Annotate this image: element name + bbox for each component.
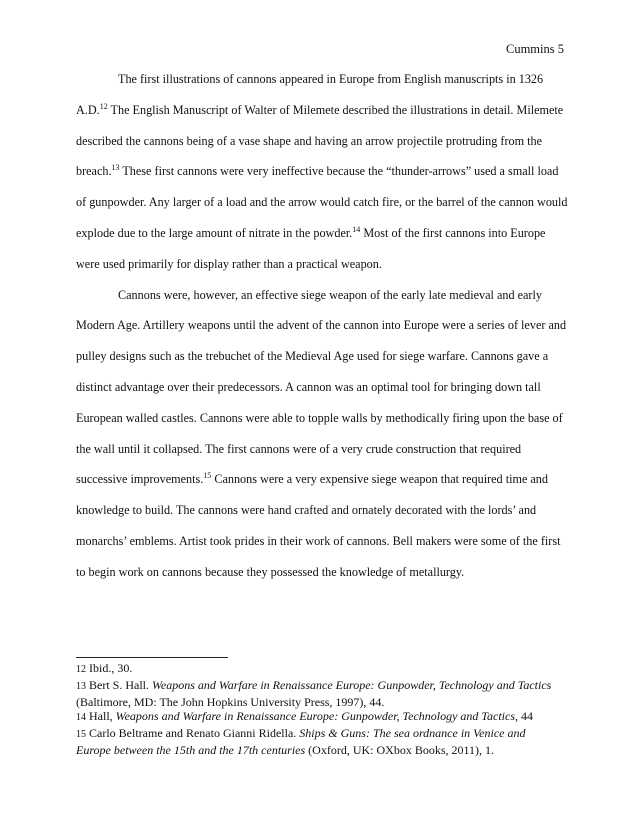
paragraph-2 <box>76 280 568 588</box>
footnote-text: Bert S. Hall. <box>86 677 152 692</box>
footnote-text: Carlo Beltrame and Renato Gianni Ridella. <box>86 726 300 741</box>
footnote-title: Ships & Guns: The sea ordnance in Venice and Europe between the 15th and the 17th centuries <box>76 726 526 757</box>
footnote-title: Weapons and Warfare in Renaissance Europe: Gunpowder, Technology and Tactics <box>152 677 552 692</box>
footnote-title: Weapons and Warfare in Renaissance Europe: Gunpowder, Technology and Tactics <box>115 709 515 724</box>
footnote-ref-14: 14 <box>352 224 361 234</box>
footnote-text: (Baltimore, MD: The John Hopkins University Press, 1997), 44. <box>76 694 385 709</box>
running-head: Cummins 5 <box>506 42 564 56</box>
footnote-number: 12 <box>76 664 86 675</box>
text-run: The first illustrations of cannons appeared in Europe from English manuscripts in 1326 A.D. <box>76 72 544 117</box>
footnote-number: 13 <box>76 680 86 692</box>
footnote-ref-15: 15 <box>203 471 212 481</box>
footnote-number: 15 <box>76 729 86 741</box>
footnote-ref-13: 13 <box>111 163 120 173</box>
footnote-text: Hall, <box>86 709 116 724</box>
footnote-12 <box>76 661 556 678</box>
footnote-ref-12: 12 <box>99 101 108 111</box>
text-run: Cannons were a very expensive siege weapon that required time and knowledge to build. The cannons were hand crafted and ornately decorated with the lords’ and monarchs’ emblems. Artist took prides in their work of cannons. Bell makers were some of the first to begin work on cannons because they possessed the knowledge of metallurgy. <box>76 472 561 579</box>
text-run: The English Manuscript of Walter of Milemete described the illustrations in detail. Milemete described the cannons being of a vase shape and having an arrow projectile protruding from the breach. <box>76 102 564 179</box>
paragraph-1 <box>76 64 568 280</box>
body-text <box>76 64 568 588</box>
footnotes <box>76 661 556 758</box>
footnote-text: (Oxford, UK: OXbox Books, 2011), 1. <box>305 742 495 757</box>
footnote-text: , 44 <box>515 709 533 724</box>
footnote-13 <box>76 678 556 710</box>
text-run: Cannons were, however, an effective siege weapon of the early late medieval and early Modern Age. Artillery weapons until the advent of the cannon into Europe were a series of lever and pulley designs such as the trebuchet of the Medieval Age used for siege warfare. Cannons gave a distinct advantage over their predecessors. A cannon was an optimal tool for bringing down tall European walled castles. Cannons were able to topple walls by methodically firing upon the base of the wall until it collapsed. The first cannons were of a very crude construction that required successive improvements. <box>76 287 567 487</box>
footnote-text: Ibid., 30. <box>86 661 133 675</box>
footnote-15 <box>76 726 556 758</box>
footnote-14 <box>76 709 556 726</box>
footnote-separator <box>76 657 228 658</box>
text-run: These first cannons were very ineffective because the “thunder-arrows” used a small load of gunpowder. Any larger of a load and the arrow would catch fire, or the barrel of the cannon would explode due to the large amount of nitrate in the powder. <box>76 164 568 240</box>
text-run: Most of the first cannons into Europe were used primarily for display rather than a practical weapon. <box>76 225 546 271</box>
footnote-number: 14 <box>76 712 86 724</box>
